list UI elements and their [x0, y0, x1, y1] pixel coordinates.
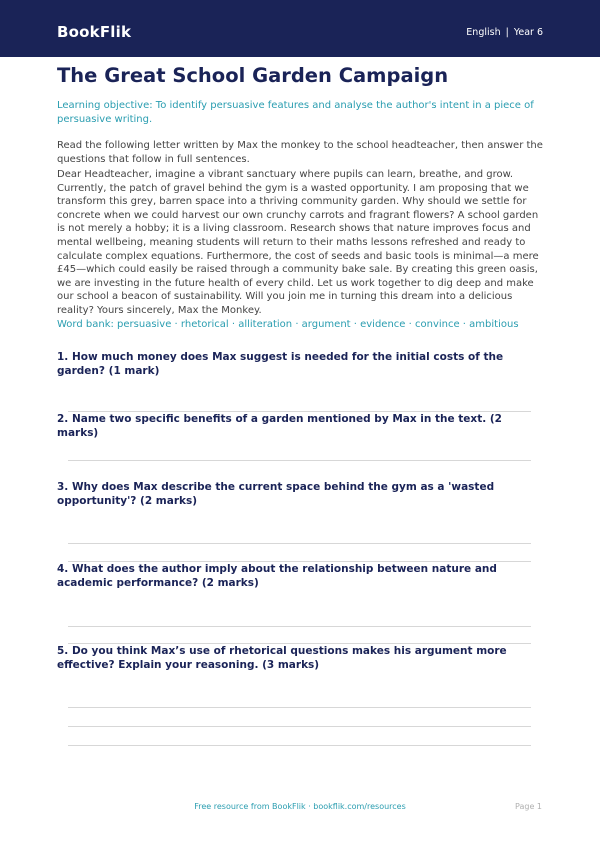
question-1: 1. How much money does Max suggest is needed for the initial costs of the garden? (1 mark): [57, 351, 504, 377]
answer-line[interactable]: [68, 707, 531, 708]
answer-line[interactable]: [68, 726, 531, 727]
answer-line[interactable]: [68, 745, 531, 746]
page-title: The Great School Garden Campaign: [57, 64, 449, 87]
footer-resource-text: Free resource from BookFlik · bookflik.com/resources: [194, 802, 406, 811]
page-number: Page 1: [515, 802, 542, 811]
learning-objective: Learning objective: To identify persuasive features and analyse the author's intent in a piece of persuasive writing.: [57, 100, 534, 125]
answer-line[interactable]: [68, 543, 531, 544]
question-4: 4. What does the author imply about the relationship between nature and academic performance? (2 marks): [57, 563, 497, 589]
question-3: 3. Why does Max describe the current space behind the gym as a 'wasted opportunity'? (2 marks): [57, 481, 495, 507]
subject-year-label: [466, 27, 543, 38]
question-2: 2. Name two specific benefits of a garden mentioned by Max in the text. (2 marks): [57, 413, 502, 439]
answer-line[interactable]: [68, 626, 531, 627]
header-bar: [0, 0, 600, 57]
meta-separator: |: [505, 27, 509, 38]
answer-line[interactable]: [68, 460, 531, 461]
word-bank: Word bank: persuasive · rhetorical · alliteration · argument · evidence · convince · ambitious: [57, 319, 519, 330]
year-label: Year 6: [513, 27, 543, 38]
question-5: 5. Do you think Max’s use of rhetorical questions makes his argument more effective? Explain your reasoning. (3 marks): [57, 645, 507, 671]
subject-label: English: [466, 27, 501, 38]
letter-text: Dear Headteacher, imagine a vibrant sanctuary where pupils can learn, breathe, and grow. Currently, the patch of gravel behind the gym is a wasted opportunity. I am proposing that we transform this grey, barren space into a thriving community garden. Why should we settle for concrete when we could harvest our own crunchy carrots and fragrant flowers? A school garden is not merely a hobby; it is a living classroom. Research shows that nature improves focus and mental wellbeing, meaning students will return to their maths lessons refreshed and ready to calculate complex equations. Furthermore, the cost of seeds and basic tools is minimal—a mere £45—which could easily be raised through a community bake sale. By creating this green oasis, we are investing in the future health of every child. Let us work together to dig deep and make our school a beacon of sustainability. Will you join me in turning this dream into a delicious reality? Yours sincerely, Max the Monkey.: [57, 169, 539, 316]
brand-logo: BookFlik: [57, 23, 132, 41]
instructions-text: Read the following letter written by Max the monkey to the school headteacher, then answer the questions that follow in full sentences.: [57, 140, 543, 165]
